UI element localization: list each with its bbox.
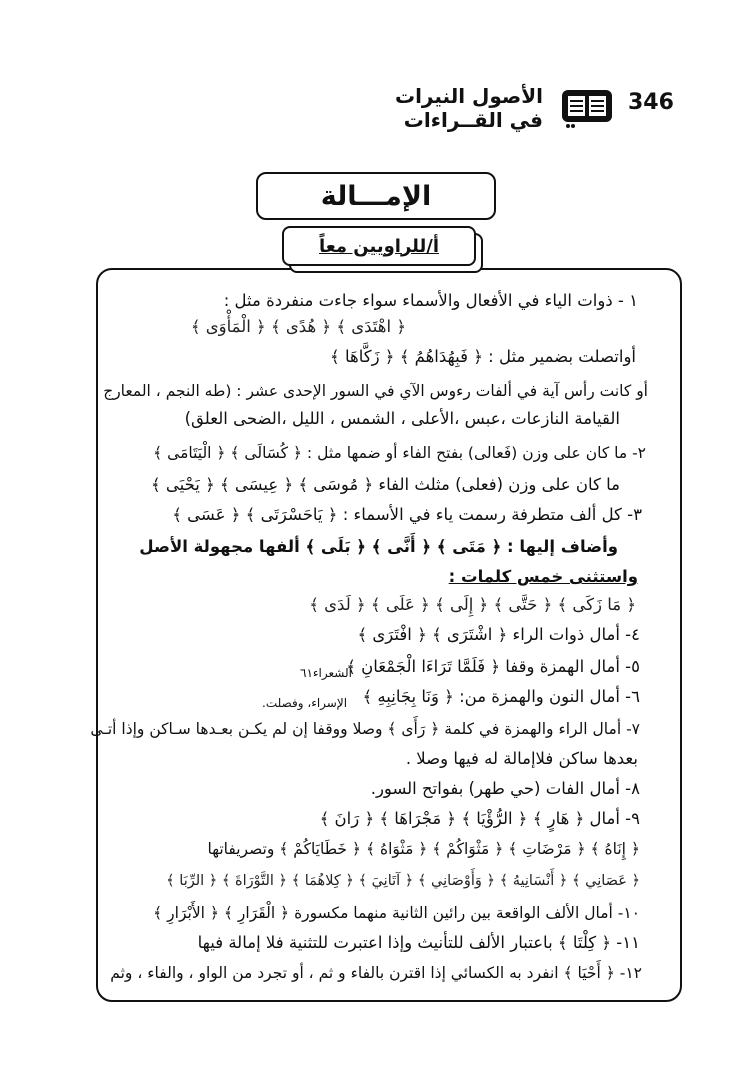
rule-4: ٤- أمال ذوات الراء ﴿ اشْتَرَى ﴾ ﴿ افْتَرَى ﴾ [357,625,640,644]
book-title-line1: الأصول النيرات [394,84,543,108]
book-title-line2: في القــراءات [403,108,543,132]
rule-1-verse-ends: أو كانت رأس آية في ألفات رءوس الآي في السور الإحدى عشر : (طه النجم ، المعارج [103,382,648,400]
page-header [0,80,748,140]
page-number: 346 [628,90,674,115]
rule-8: ٨- أمال الفات (حي طهر) بفواتح السور. [370,779,640,798]
rule-1-attached: أواتصلت بضمير مثل : ﴿ فَبِهُدَاهُمُ ﴾ ﴿ زَكَّاهَا ﴾ [330,347,636,366]
rule-7-cont: بعدها ساكن فلاإمالة له فيها وصلا . [405,749,638,768]
book-title [395,84,543,132]
rule-2: ٢- ما كان على وزن (فَعالى) بفتح الفاء أو ضمها مثل : ﴿ كُسَالَى ﴾ ﴿ الْيَتَامَى ﴾ [153,444,646,462]
section-subtitle: أ/للراويين معاً [318,235,440,257]
rule-3: ٣- كل ألف متطرفة رسمت ياء في الأسماء : ﴿ يَاحَسْرَتَى ﴾ ﴿ عَسَى ﴾ [172,505,642,524]
rule-9: ٩- أمال ﴿ هَارٍ ﴾ ﴿ الرُّؤْيَا ﴾ ﴿ مَجْرَاهَا ﴾ ﴿ رَانَ ﴾ [319,809,640,828]
rule-9-cont1: ﴿ إِنَاهُ ﴾ ﴿ مَرْضَاتِ ﴾ ﴿ مَثْوَاكُمْ ﴾ ﴿ مَثْوَاهُ ﴾ ﴿ خَطَايَاكُمْ ﴾ وتصريفاتها [207,840,640,858]
rule-3-addition: وأضاف إليها : ﴿ مَتَى ﴾ ﴿ أَنَّى ﴾ ﴿ بَلَى ﴾ ألفها مجهولة الأصل [139,537,618,556]
rule-2-fula: ما كان على وزن (فعلى) مثلث الفاء ﴿ مُوسَى ﴾ ﴿ عِيسَى ﴾ ﴿ يَحْيَى ﴾ [150,475,620,494]
open-book-icon [560,88,614,128]
rule-1-surahs: القيامة النازعات ،عبس ،الأعلى ، الشمس ، الليل ،الضحى العلق) [184,409,620,428]
rule-10: ١٠- أمال الألف الواقعة بين رائين الثانية منهما مكسورة ﴿ الْقَرَارِ ﴾ ﴿ الأَبْرَارِ ﴾ [153,904,640,922]
exceptions-heading: واستثنى خمس كلمات : [448,567,638,586]
rule-9-cont2: ﴿ عَصَانِي ﴾ ﴿ أَنْسَانِيهُ ﴾ ﴿ وَأَوْصَانِي ﴾ ﴿ آتَانِيَ ﴾ ﴿ كِلاهُمَا ﴾ ﴿ التَّوْرَاةَ ﴾ ﴿ الرِّبَا ﴾ [166,873,640,889]
chapter-title-box [256,172,496,220]
section-subtitle-box [282,226,476,266]
rule-5: ٥- أمال الهمزة وقفا ﴿ فَلَمَّا تَرَاءَا الْجَمْعَانِ ﴾ [346,657,640,676]
rule-12: ١٢- ﴿ أَحْيَا ﴾ انفرد به الكسائي إذا اقترن بالفاء و ثم ، أو تجرد من الواو ، والفاء ، وثم [110,964,642,982]
rule-6: ٦- أمال النون والهمزة من: ﴿ وَنَا بِجَانِبِهِ ﴾ [362,687,640,706]
chapter-title: الإمـــالة [320,180,432,212]
rule-1-examples: ﴿ اهْتَدَى ﴾ ﴿ هُدًى ﴾ ﴿ الْمَأْوَى ﴾ [190,317,406,336]
rule-1: ١ - ذوات الياء في الأفعال والأسماء سواء جاءت منفردة مثل : [223,291,638,310]
rule-6-ref: الإسراء، وفصلت. [262,696,348,710]
exceptions-words: ﴿ مَا زَكَى ﴾ ﴿ حَتَّى ﴾ ﴿ إِلَى ﴾ ﴿ عَلَى ﴾ ﴿ لَدَى ﴾ [309,595,636,614]
rule-5-ref: الشعراء٦١ [300,666,352,680]
rule-11: ١١- ﴿ كِلْتَا ﴾ باعتبار الألف للتأنيث وإذا اعتبرت للتثنية فلا إمالة فيها [197,933,640,952]
rule-7: ٧- أمال الراء والهمزة في كلمة ﴿ رَأَى ﴾ وصلا ووقفا إن لم يكـن بعـدها سـاكن وإذا أتـى [90,720,640,738]
